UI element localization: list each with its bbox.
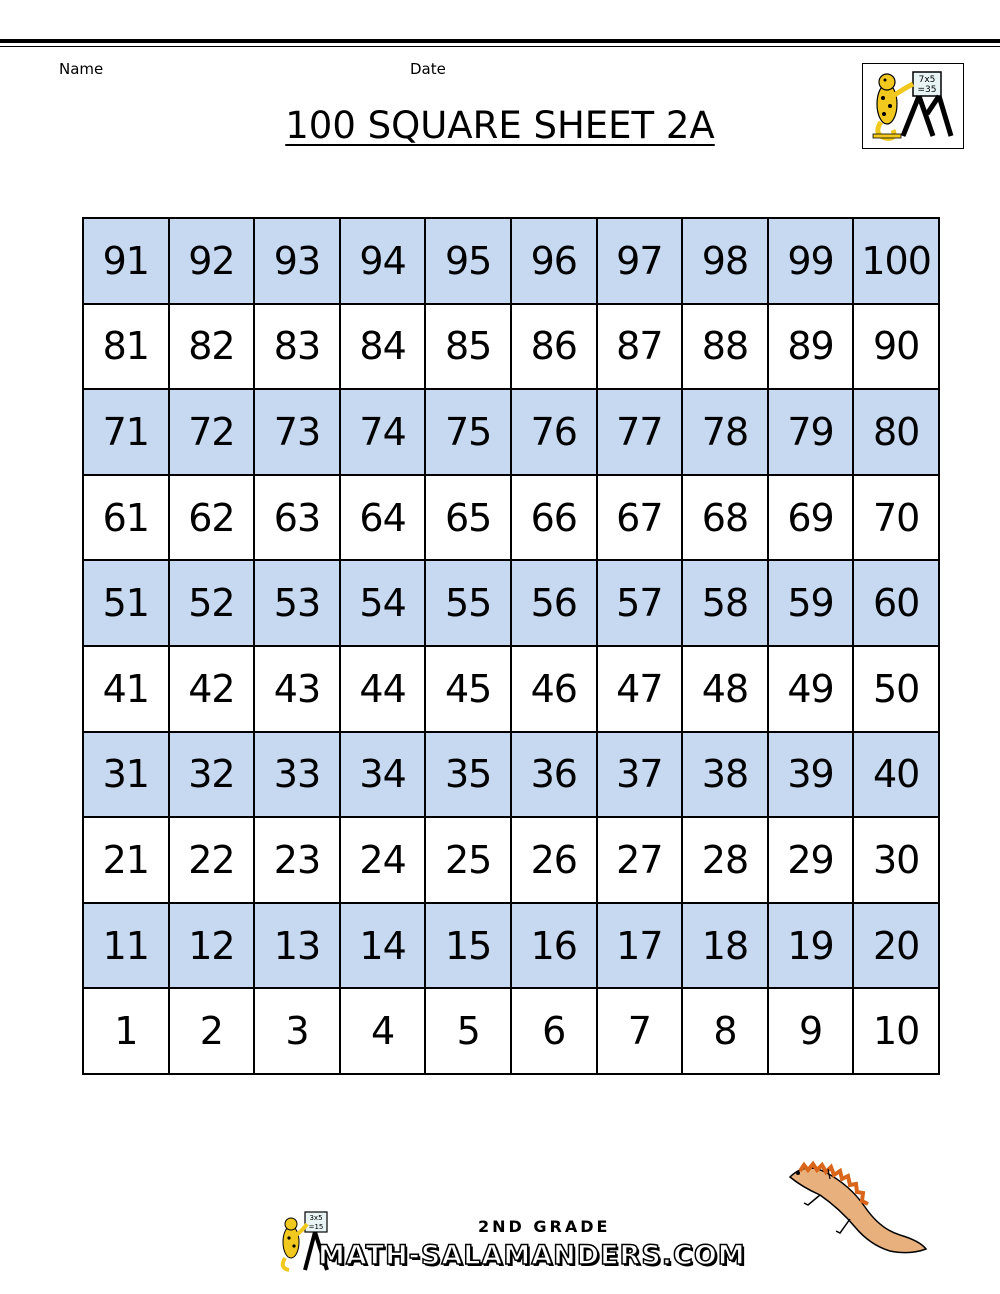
grid-cell: 31: [83, 732, 169, 818]
grid-cell: 23: [254, 817, 340, 903]
grid-cell: 64: [340, 475, 426, 561]
grid-cell: 67: [597, 475, 683, 561]
grid-cell: 21: [83, 817, 169, 903]
grid-cell: 80: [853, 389, 939, 475]
grid-cell: 70: [853, 475, 939, 561]
grid-cell: 83: [254, 304, 340, 390]
grid-cell: 77: [597, 389, 683, 475]
header-rule-thin: [0, 46, 1000, 47]
grid-cell: 82: [169, 304, 255, 390]
grid-row: [83, 560, 939, 646]
grid-cell: 46: [511, 646, 597, 732]
grid-cell: 22: [169, 817, 255, 903]
grid-cell: 96: [511, 218, 597, 304]
grid-cell: 86: [511, 304, 597, 390]
grid-cell: 33: [254, 732, 340, 818]
footer-board-line2: =15: [308, 1223, 324, 1231]
grid-cell: 99: [768, 218, 854, 304]
grid-cell: 25: [425, 817, 511, 903]
date-label: Date: [410, 60, 446, 78]
grid-cell: 45: [425, 646, 511, 732]
salamander-teacher-icon: [863, 64, 963, 148]
grid-cell: 6: [511, 988, 597, 1074]
grid-cell: 58: [682, 560, 768, 646]
grid-cell: 69: [768, 475, 854, 561]
grid-cell: 88: [682, 304, 768, 390]
grid-cell: 4: [340, 988, 426, 1074]
grid-cell: 98: [682, 218, 768, 304]
grid-row: [83, 732, 939, 818]
header-rule-thick: [0, 39, 1000, 43]
grid-cell: 39: [768, 732, 854, 818]
grid-cell: 15: [425, 903, 511, 989]
grid-cell: 30: [853, 817, 939, 903]
grid-cell: 73: [254, 389, 340, 475]
grid-cell: 65: [425, 475, 511, 561]
grid-cell: 100: [853, 218, 939, 304]
grid-cell: 63: [254, 475, 340, 561]
grid-cell: 29: [768, 817, 854, 903]
grid-row: [83, 304, 939, 390]
name-label: Name: [59, 60, 104, 78]
grid-cell: 12: [169, 903, 255, 989]
grid-cell: 72: [169, 389, 255, 475]
grid-row: [83, 903, 939, 989]
grid-cell: 92: [169, 218, 255, 304]
grid-cell: 14: [340, 903, 426, 989]
grid-row: [83, 646, 939, 732]
grid-cell: 40: [853, 732, 939, 818]
grid-row: [83, 817, 939, 903]
grid-cell: 57: [597, 560, 683, 646]
math-salamanders-logo: [862, 63, 964, 149]
grid-cell: 59: [768, 560, 854, 646]
grid-cell: 50: [853, 646, 939, 732]
grid-cell: 44: [340, 646, 426, 732]
footer-board-line1: 3x5: [309, 1214, 323, 1222]
grid-cell: 53: [254, 560, 340, 646]
logo-board-line2: =35: [917, 85, 937, 95]
grid-cell: 81: [83, 304, 169, 390]
grid-cell: 10: [853, 988, 939, 1074]
grid-cell: 48: [682, 646, 768, 732]
grid-cell: 56: [511, 560, 597, 646]
grid-cell: 61: [83, 475, 169, 561]
grid-cell: 84: [340, 304, 426, 390]
grid-cell: 11: [83, 903, 169, 989]
grid-cell: 36: [511, 732, 597, 818]
grid-cell: 75: [425, 389, 511, 475]
grid-row: [83, 389, 939, 475]
grid-cell: 71: [83, 389, 169, 475]
grid-cell: 90: [853, 304, 939, 390]
grid-cell: 3: [254, 988, 340, 1074]
grid-cell: 16: [511, 903, 597, 989]
grid-cell: 27: [597, 817, 683, 903]
grid-cell: 85: [425, 304, 511, 390]
grid-cell: 95: [425, 218, 511, 304]
grid-cell: 35: [425, 732, 511, 818]
grid-row: [83, 988, 939, 1074]
grid-cell: 52: [169, 560, 255, 646]
salamander-illustration: [780, 1157, 930, 1257]
grid-cell: 38: [682, 732, 768, 818]
page-title: 100 SQUARE SHEET 2A: [285, 104, 715, 147]
grid-cell: 2: [169, 988, 255, 1074]
grid-row: [83, 218, 939, 304]
grid-cell: 74: [340, 389, 426, 475]
grid-cell: 18: [682, 903, 768, 989]
grid-cell: 87: [597, 304, 683, 390]
hundred-square-grid: [82, 217, 940, 1075]
grid-cell: 13: [254, 903, 340, 989]
grid-cell: 78: [682, 389, 768, 475]
grid-cell: 32: [169, 732, 255, 818]
grid-cell: 24: [340, 817, 426, 903]
grid-cell: 54: [340, 560, 426, 646]
grid-cell: 97: [597, 218, 683, 304]
grid-cell: 19: [768, 903, 854, 989]
grid-cell: 34: [340, 732, 426, 818]
grid-cell: 62: [169, 475, 255, 561]
grid-cell: 28: [682, 817, 768, 903]
grid-cell: 89: [768, 304, 854, 390]
grid-cell: 76: [511, 389, 597, 475]
grid-cell: 9: [768, 988, 854, 1074]
grid-cell: 37: [597, 732, 683, 818]
grid-cell: 93: [254, 218, 340, 304]
grid-cell: 43: [254, 646, 340, 732]
grid-cell: 51: [83, 560, 169, 646]
grid-cell: 66: [511, 475, 597, 561]
grid-cell: 60: [853, 560, 939, 646]
grid-cell: 7: [597, 988, 683, 1074]
grid-cell: 8: [682, 988, 768, 1074]
grid-cell: 26: [511, 817, 597, 903]
footer-site-link[interactable]: MATH-SALAMANDERS.COM: [318, 1240, 746, 1271]
grid-cell: 68: [682, 475, 768, 561]
grid-cell: 42: [169, 646, 255, 732]
grid-cell: 49: [768, 646, 854, 732]
grid-cell: 5: [425, 988, 511, 1074]
grid-cell: 20: [853, 903, 939, 989]
grid-row: [83, 475, 939, 561]
grid-cell: 47: [597, 646, 683, 732]
grid-cell: 91: [83, 218, 169, 304]
grid-cell: 55: [425, 560, 511, 646]
logo-board-line1: 7x5: [918, 75, 936, 85]
grid-cell: 17: [597, 903, 683, 989]
grid-cell: 79: [768, 389, 854, 475]
grid-cell: 1: [83, 988, 169, 1074]
grid-cell: 41: [83, 646, 169, 732]
footer-grade-label: 2ND GRADE: [478, 1217, 611, 1236]
grid-cell: 94: [340, 218, 426, 304]
